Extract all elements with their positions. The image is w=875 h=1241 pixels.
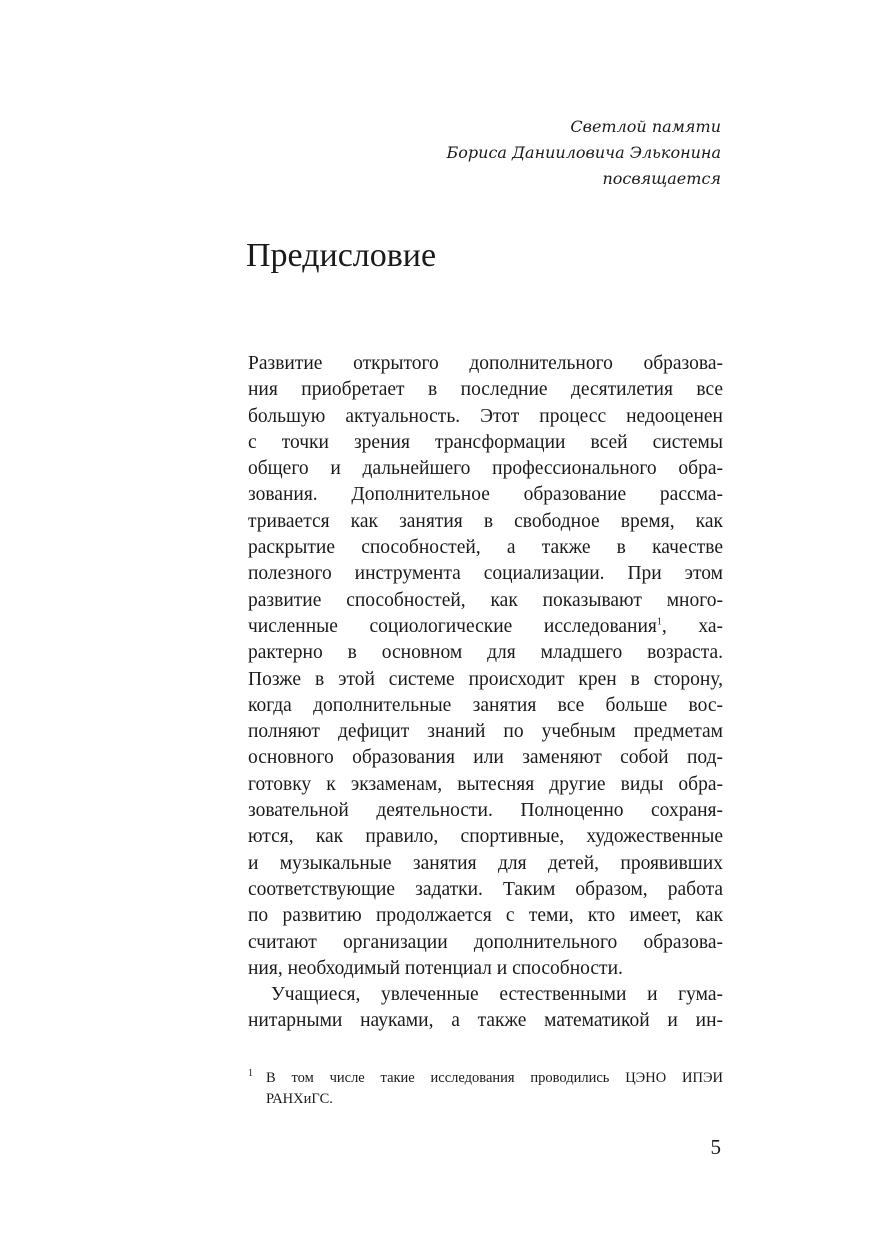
- text-line: с точки зрения трансформации всей системы: [248, 431, 723, 453]
- text-line: нитарными науками, а также математикой и ин-: [248, 1010, 723, 1032]
- chapter-heading: Предисловие: [246, 237, 437, 274]
- text-line: ния приобретает в последние десятилетия все: [248, 379, 723, 401]
- dedication: [301, 114, 721, 192]
- text-line: готовку к экзаменам, вытесняя другие виды обра-: [248, 773, 723, 795]
- text-line: ния, необходимый потенциал и способности.: [248, 957, 623, 979]
- text-line: зовательной деятельности. Полноценно сохраня-: [248, 800, 723, 822]
- text-line: рактерно в основном для младшего возраста.: [248, 642, 723, 664]
- dedication-line: Светлой памяти: [570, 117, 721, 136]
- text-line: общего и дальнейшего профессионального обра-: [248, 458, 723, 480]
- text-line: тривается как занятия в свободное время, как: [248, 510, 723, 532]
- text-line: основного образования или заменяют собой под-: [248, 747, 723, 769]
- footnote-text: В том числе такие исследования проводились ЦЭНО ИПЭИ: [266, 1070, 723, 1086]
- text-line: и музыкальные занятия для детей, проявивших: [248, 852, 723, 874]
- text-line: по развитию продолжается с теми, кто имеет, как: [248, 905, 723, 927]
- text-line: раскрытие способностей, а также в качестве: [248, 537, 723, 559]
- body-text: [248, 351, 723, 1035]
- text-line: соответствующие задатки. Таким образом, работа: [248, 878, 723, 900]
- text-line-with-footnote: [248, 614, 723, 640]
- text-line: полезного инструмента социализации. При этом: [248, 563, 723, 585]
- dedication-line: Бориса Данииловича Эльконина: [446, 143, 721, 162]
- text-fragment: численные социологические исследования: [248, 615, 657, 637]
- page-number: 5: [710, 1135, 721, 1159]
- text-line: зования. Дополнительное образование рассма-: [248, 484, 723, 506]
- text-line: большую актуальность. Этот процесс недооценен: [248, 405, 723, 427]
- text-line: Позже в этой системе происходит крен в сторону,: [248, 668, 723, 690]
- footnote-reference[interactable]: 1: [656, 616, 662, 628]
- footnote: [248, 1068, 723, 1110]
- text-fragment: , ха-: [661, 615, 723, 637]
- text-line: полняют дефицит знаний по учебным предметам: [248, 721, 723, 743]
- dedication-line: посвящается: [602, 169, 721, 188]
- text-line: когда дополнительные занятия все больше вос-: [248, 694, 723, 716]
- text-line: Развитие открытого дополнительного образова-: [248, 353, 723, 374]
- footnote-line: 1 В том числе такие исследования проводились ЦЭНО ИПЭИ: [248, 1068, 723, 1086]
- footnote-line: РАНХиГС.: [266, 1091, 333, 1107]
- text-line: считают организации дополнительного образова-: [248, 931, 723, 953]
- text-line: Учащиеся, увлеченные естественными и гума-: [271, 984, 723, 1006]
- text-line: развитие способностей, как показывают много-: [248, 589, 723, 611]
- text-line: ются, как правило, спортивные, художественные: [248, 826, 723, 848]
